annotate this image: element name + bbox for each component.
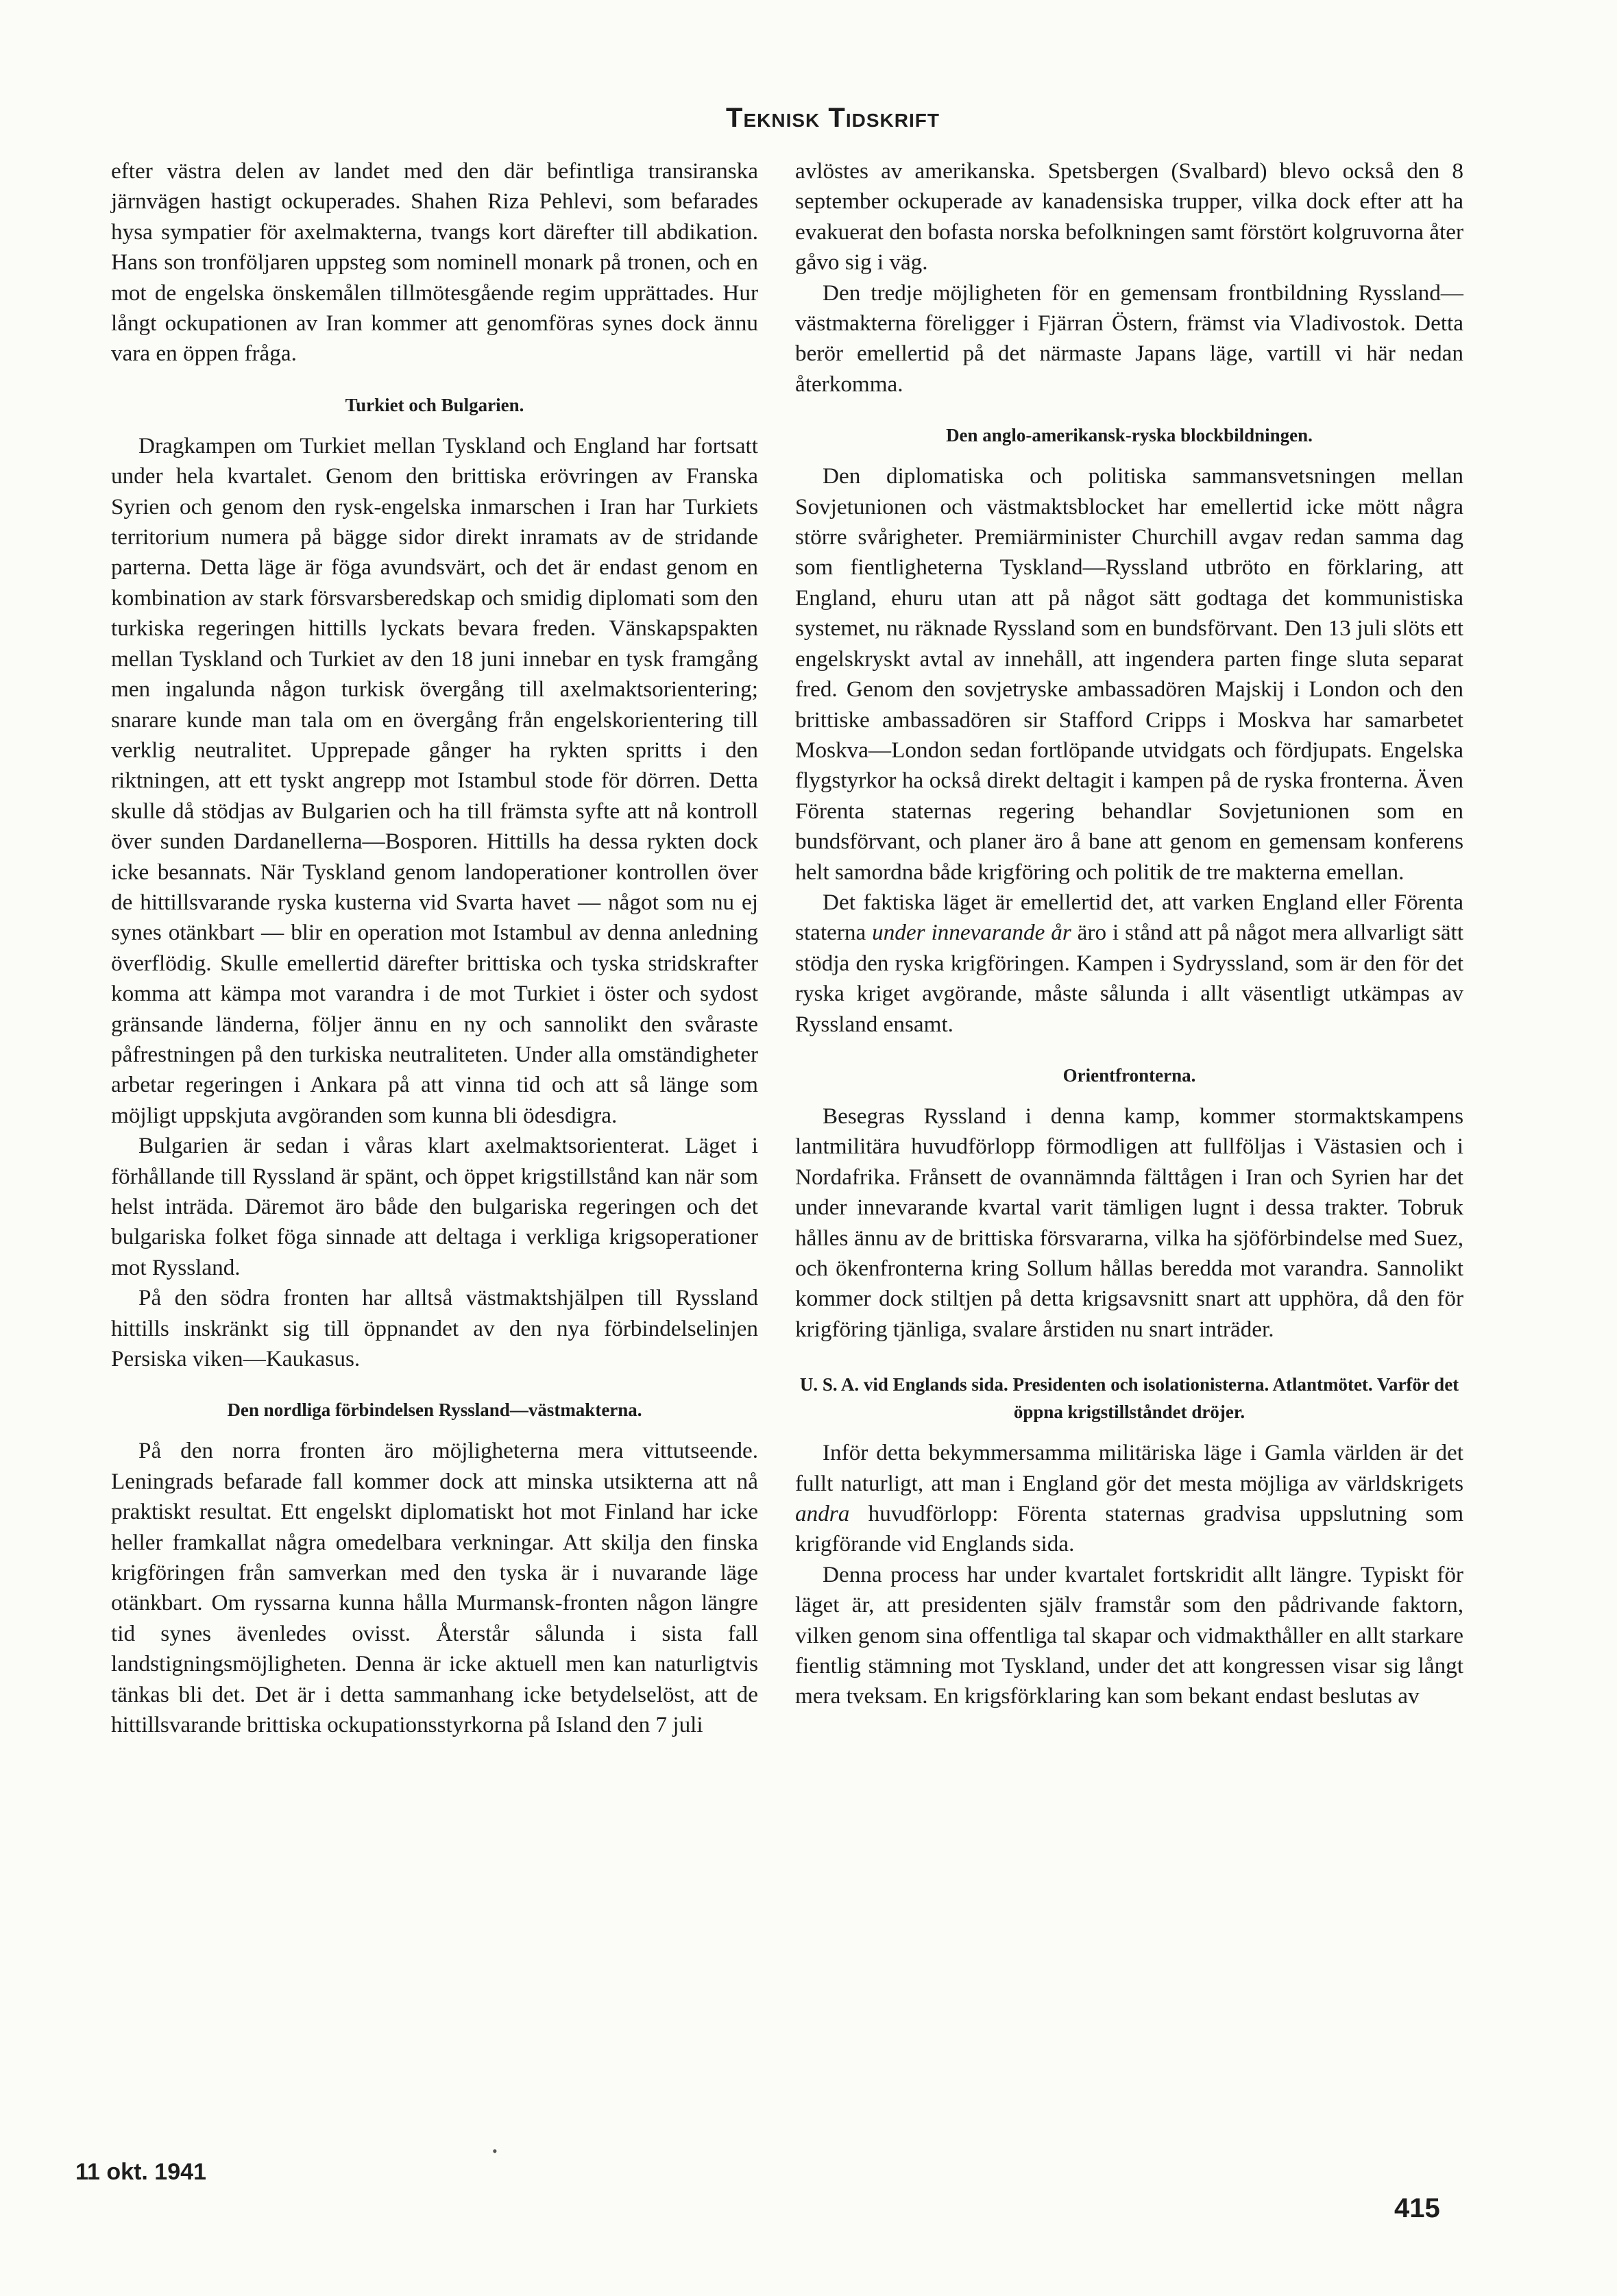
paragraph — [795, 1438, 1463, 1560]
paragraph: Den diplomatiska och politiska sammansvetsningen mellan Sovjetunionen och västmaktsblocket har emellertid icke mött några större svårigheter. Premiärminister Churchill avgav redan samma dag som fientligheterna Tyskland—Ryssland utbröto en förklaring, att England, ehuru utan att på något sätt godtaga det kommunistiska systemet, nu räknade Ryssland som en bundsförvant. Den 13 juli slöts ett engelskryskt avtal av innehåll, att ingendera parten finge sluta separat fred. Genom den sovjetryske ambassadören Majskij i London och den brittiske ambassadören sir Stafford Cripps i Moskva har samarbetet Moskva—London sedan fortlöpande utvidgats och fördjupats. Engelska flygstyrkor ha också direkt deltagit i kampen på de ryska fronterna. Även Förenta staternas regering behandlar Sovjetunionen som en bundsförvant, och planer äro å bane att genom en gemensam konferens helt samordna både krigföring och politik de tre makterna emellan. — [795, 463, 1463, 885]
section-heading: Turkiet och Bulgarien. — [345, 394, 524, 415]
paragraph: På den norra fronten äro möjligheterna mera vittutseende. Leningrads befarade fall kommer dock att minska utsikterna att nå praktiskt resultat. Ett engelskt diplomatiskt hot mot Finland har icke heller framkallat några omedelbara verkningar. Att skilja den finska krigföringen från samverkan med den tyska är i nuvarande läge otänkbart. Om ryssarna kunna hålla Murmansk-fronten någon längre tid synes ävenledes ovisst. Återstår sålunda i sista fall landstigningsmöjligheten. Denna är icke aktuell men kan naturligtvis tänkas bli det. Det är i detta sammanhang icke betydelselöst, att de hittillsvarande brittiska ockupationsstyrkorna på Island den 7 juli — [111, 1438, 758, 1738]
paragraph-text: Det faktiska läget är emellertid det, att varken England eller Förenta staterna — [795, 889, 1463, 946]
paragraph: Denna process har under kvartalet fortskridit allt längre. Typiskt för läget är, att presidenten själv framstår som den pådrivande faktorn, vilken genom sina offentliga tal skapar och vidmakthåller en allt starkare fientlig stämning mot Tyskland, under det att kongressen visar sig långt mera tveksam. En krigsförklaring kan som bekant endast beslutas av — [795, 1561, 1463, 1709]
footer-dot: • — [492, 2142, 498, 2160]
journal-title: Teknisk Tidskrift — [726, 103, 940, 133]
paragraph: Bulgarien är sedan i våras klart axelmaktsorienterat. Läget i förhållande till Ryssland är spänt, och öppet krigstillstånd kan när som helst inträda. Däremot äro både den bulgariska regeringen och det bulgariska folket föga sinnade att deltaga i verkliga krigsoperationer mot Ryssland. — [111, 1133, 758, 1280]
paragraph: Besegras Ryssland i denna kamp, kommer stormaktskampens lantmilitära huvudförlopp förmodligen att fullföljas i Västasien och i Nordafrika. Frånsett de ovannämnda fälttågen i Iran och Syrien har det under innevarande kvartal varit tämligen lugnt i dessa trakter. Tobruk hålles ännu av de brittiska försvararna, vilka ha sjöförbindelse med Suez, och ökenfronterna kring Sollum hållas beredda mot varandra. Sannolikt kommer dock stiltjen på detta krigsavsnitt snart att upphöra, då den för krigföring tjänliga, svalare årstiden nu snart inträder. — [795, 1103, 1463, 1342]
section-heading: U. S. A. vid Englands sida. Presidenten och isolationisterna. Atlantmötet. Varför det öppna krigstillståndet dröjer. — [799, 1374, 1459, 1423]
right-column — [795, 156, 1463, 1712]
emphasis-text: under innevarande år — [872, 920, 1071, 946]
paragraph — [795, 888, 1463, 1040]
page-number: 415 — [1394, 2193, 1440, 2223]
section-heading: Orientfronterna. — [1062, 1064, 1196, 1086]
left-column — [111, 156, 758, 1741]
paragraph: Dragkampen om Turkiet mellan Tyskland och England har fortsatt under hela kvartalet. Genom den brittiska erövringen av Franska Syrien och genom den rysk-engelska inmarschen i Iran har Turkiets territorium numera på bägge sidor direkt inramats av de stridande parterna. Detta läge är föga avundsvärt, och det är endast genom en kombination av stark försvarsberedskap och smidig diplomati som den turkiska regeringen hittills lyckats bevara freden. Vänskapspakten mellan Tyskland och Turkiet av den 18 juni innebar en tysk framgång men ingalunda någon turkisk övergång till axelmaktsorientering; snarare kunde man tala om en övergång från engelskorientering till verklig neutralitet. Upprepade gånger ha rykten spritts i den riktningen, att ett tyskt angrepp mot Istambul stode för dörren. Detta skulle då stödjas av Bulgarien och ha till främsta syfte att nå kontroll över sunden Dardanellerna—Bosporen. Hittills ha dessa rykten dock icke besannats. När Tyskland genom landoperationer kontrollen över de hittillsvarande ryska kusterna vid Svarta havet — något som nu ej synes otänkbart — blir en operation mot Istambul av denna anledning överflödig. Skulle emellertid därefter brittiska och tyska stridskrafter komma att kämpa mot varandra i de mot Turkiet i öster och sydost gränsande länderna, följer ännu en ny och sannolikt den svåraste påfrestningen på den turkiska neutraliteten. Under alla omständigheter arbetar regeringen i Ankara på att vinna tid och att så länge som möjligt uppskjuta avgöranden som kunna bli ödesdigra. — [111, 432, 758, 1128]
section-heading: Den anglo-amerikansk-ryska blockbildningen. — [946, 425, 1313, 446]
paragraph-text: huvudförlopp: Förenta staternas gradvisa uppslutning som krigförande vid Englands sida. — [795, 1501, 1464, 1557]
paragraph: efter västra delen av landet med den där befintliga transiranska järnvägen hastigt ockuperades. Shahen Riza Pehlevi, som befarades hysa sympatier för axelmakterna, tvangs kort därefter till abdikation. Hans son tronföljaren uppsteg som nominell monark på tronen, och en mot de engelska önskemålen tillmötesgående regim upprättades. Hur långt ockupationen av Iran kommer att genomföras synes dock ännu vara en öppen fråga. — [111, 158, 758, 367]
section-heading: Den nordliga förbindelsen Ryssland—västmakterna. — [227, 1400, 642, 1421]
paragraph: På den södra fronten har alltså västmaktshjälpen till Ryssland hittills inskränkt sig till öppnandet av den nya förbindelselinjen Persiska viken—Kaukasus. — [111, 1285, 758, 1372]
paragraph-text: Inför detta bekymmersamma militäriska läge i Gamla världen är det fullt naturligt, att man i England gör det mesta möjliga av världskrigets — [795, 1440, 1463, 1496]
paragraph: avlöstes av amerikanska. Spetsbergen (Svalbard) blevo också den 8 september ockuperade av kanadensiska trupper, vilka dock efter att ha evakuerat den bofasta norska befolkningen samt förstört kolgruvorna åter gåvo sig i väg. — [795, 158, 1464, 276]
paragraph: Den tredje möjligheten för en gemensam frontbildning Ryssland—västmakterna föreligger i Fjärran Östern, främst via Vladivostok. Detta berör emellertid på det närmaste Japans läge, vartill vi här nedan återkomma. — [795, 280, 1463, 397]
paragraph-text: äro i stånd att på något mera allvarligt sätt stödja den ryska krigföringen. Kampen i Sydryssland, som är den för det ryska kriget avgörande, måste sålunda i allt väsentligt utkämpas av Ryssland ensamt. — [795, 920, 1463, 1037]
issue-date: 11 okt. 1941 — [75, 2159, 206, 2185]
emphasis-text: andra — [795, 1501, 850, 1527]
